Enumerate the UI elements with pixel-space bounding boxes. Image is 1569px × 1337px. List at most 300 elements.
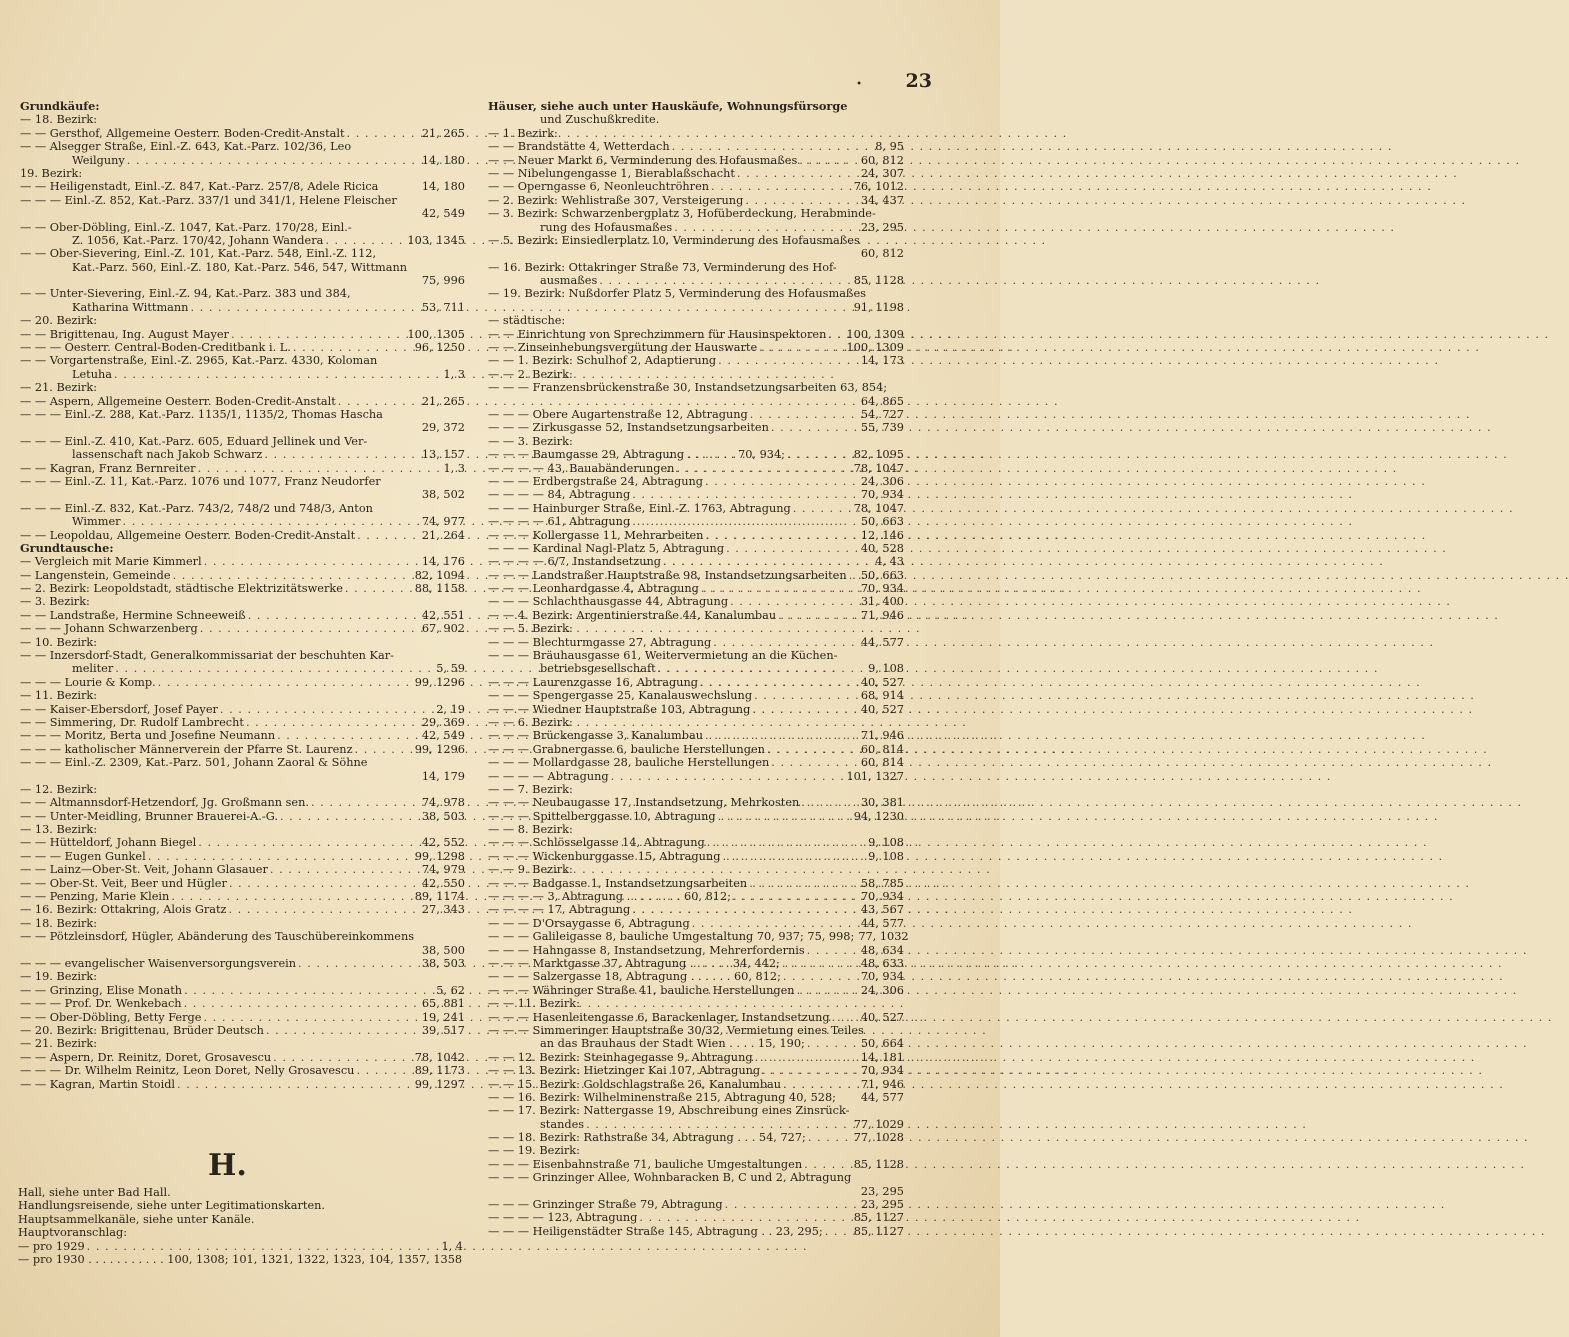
leader-dots [780,957,861,970]
index-entry [20,488,465,501]
index-entry [20,381,465,394]
page-reference: 12, 146 [860,528,904,542]
page-reference: 99, 1296 [414,675,465,689]
entry-text: — — — — 43, Bauabänderungen [488,461,675,475]
index-entry [18,1213,463,1226]
entry-text: — Vergleich mit Marie Kimmerl [20,555,202,569]
index-entry [488,1131,904,1144]
leader-dots [355,529,422,542]
page-reference: 48, 634 [860,943,904,957]
leader-dots [353,743,415,756]
leader-dots [229,328,408,341]
entry-text: — 19. Bezirk: Nußdorfer Platz 5, Verminderung des Hofausmaßes [488,287,866,301]
page-reference: 2, 19 [436,702,465,716]
index-entry [18,1253,463,1266]
index-entry [20,421,465,434]
entry-text: — — Vorgartenstraße, Einl.-Z. 2965, Kat.-Parz. 4330, Koloman [20,354,378,368]
entry-text: — — — Brückengasse 3, Kanalumbau [488,729,704,743]
index-entry [20,529,465,542]
entry-text: Katharina Wittmann [72,300,189,314]
entry-text: Letuha [72,367,113,381]
entry-text: — 21. Bezirk: [20,1037,98,1051]
leader-dots [85,1240,442,1253]
index-entry [20,502,465,515]
entry-text: — 5. Bezirk: Einsiedlerplatz 10, Verminderung des Hofausmaßes [488,233,860,247]
page-reference: 1, 4 [441,1239,463,1253]
page-reference: 75, 996 [421,274,465,288]
page-reference: 21, 265 [421,394,465,408]
page-reference: 38, 500 [421,943,465,957]
page-reference: 71, 946 [860,1077,904,1091]
leader-dots [175,1078,415,1091]
leader-dots [690,917,861,930]
index-entry [20,944,465,957]
page-reference: 4, 43 [875,555,904,569]
page-reference: 70, 934 [860,970,904,984]
index-entry [488,957,904,970]
page-reference: 5, 62 [436,983,465,997]
index-entry [488,274,904,287]
entry-text: — 21. Bezirk: [20,381,98,395]
page-reference: 85, 1127 [853,1224,904,1238]
leader-dots [121,515,422,528]
page-reference: 88, 1158 [414,582,465,596]
entry-text: — 16. Bezirk: Ottakring, Alois Gratz [20,903,227,917]
leader-dots [661,555,875,568]
entry-text: Hauptsammelkanäle, siehe unter Kanäle. [18,1212,255,1226]
entry-text: und Zuschußkredite. [540,113,660,127]
entry-text: — — — Währinger Straße 41, bauliche Herstellungen [488,983,795,997]
entry-text: rung des Hofausmaßes [540,220,673,234]
page-reference: 42, 552 [421,836,465,850]
page-reference: 78, 1047 [853,461,904,475]
index-entry [20,1011,465,1024]
entry-text: Häuser, siehe auch unter Hauskäufe, Wohnungsfürsorge [488,99,848,113]
leader-dots [720,850,868,863]
page-reference: 77, 1029 [853,1117,904,1131]
index-entry [488,488,904,501]
entry-text: Kat.-Parz. 560, Einl.-Z. 180, Kat.-Parz. 546, 547, Wittmann [72,260,408,274]
entry-text: — — 18. Bezirk: Rathstraße 34, Abtragung . . . 54, 727; [488,1131,806,1145]
entry-text: — — — — 123, Abtragung [488,1211,638,1225]
index-entry [488,421,904,434]
entry-text: — — — Franzensbrückenstraße 30, Instandsetzungsarbeiten 63, 854; [488,381,888,395]
index-entry [20,569,465,582]
leader-dots [278,810,422,823]
entry-text: — — — katholischer Männerverein der Pfarre St. Laurenz [20,742,353,756]
leader-dots [354,1064,414,1077]
index-entry [488,1051,904,1064]
leader-dots [597,274,853,287]
index-entry [488,877,904,890]
entry-text: Hall, siehe unter Bad Hall. [18,1186,171,1199]
page-reference: 43, 567 [860,903,904,917]
index-entry [488,703,904,716]
entry-text: — — — Spittelberggasse 10, Abtragung [488,809,716,823]
page-reference: 70, 934 [860,488,904,502]
index-entry [20,1051,465,1064]
index-entry [488,863,904,876]
index-entry [20,890,465,903]
leader-dots [343,582,415,595]
index-entry [20,756,465,769]
index-entry [488,622,904,635]
index-entry [488,1064,904,1077]
page-reference: 1, 3 [443,367,465,381]
page-reference: 14, 173 [860,354,904,368]
page-reference: 19, 241 [421,1010,465,1024]
entry-text: — 20. Bezirk: Brigittenau, Brüder Deutsch [20,1023,264,1037]
entry-text: — — Kaiser-Ebersdorf, Josef Payer [20,702,218,716]
leader-dots [703,475,861,488]
index-entry [20,127,465,140]
entry-text: — — Inzersdorf-Stadt, Generalkommissariat der beschuhten Kar- [20,649,394,663]
leader-dots [609,770,847,783]
entry-text: — — Leopoldau, Allgemeine Oesterr. Boden-Credit-Anstalt [20,528,356,542]
entry-text: — — Gersthof, Allgemeine Oesterr. Boden-Credit-Anstalt [20,126,345,140]
leader-dots [802,1158,854,1171]
leader-dots [323,234,407,247]
leader-dots [826,328,846,341]
entry-text: — 1. Bezirk: [488,126,558,140]
index-entry [488,970,904,983]
index-entry [488,180,904,193]
page-reference: 54, 727 [860,407,904,421]
index-entry [20,810,465,823]
entry-text: meliter [72,662,114,676]
leader-dots [750,703,861,716]
page-reference: 100, 1309 [846,341,904,355]
index-entry [488,301,904,314]
entry-text: — — — evangelischer Waisenversorgungsverein [20,957,297,970]
entry-text: — — — Grabnergasse 6, bauliche Herstellungen [488,742,765,756]
leader-dots [169,890,414,903]
left-column [20,100,465,1091]
index-entry [488,448,904,461]
index-entry [20,903,465,916]
index-entry [18,1199,463,1212]
index-entry [488,1091,904,1104]
index-entry [20,716,465,729]
index-entry [488,435,904,448]
leader-dots [336,395,422,408]
leader-dots [711,636,861,649]
index-entry [20,354,465,367]
index-entry [488,836,904,849]
entry-text: — — — Heiligenstädter Straße 145, Abtragung . . 23, 295; [488,1224,823,1238]
index-entry [20,435,465,448]
index-entry [488,154,904,167]
leader-dots [723,1198,861,1211]
entry-text: — städtische: [488,314,566,328]
entry-text: — — — — 17, Abtragung [488,903,631,917]
page-reference: 29, 372 [421,421,465,435]
page-number: 23 [905,70,932,92]
index-entry [488,1185,904,1198]
entry-text: — — Operngasse 6, Neonleuchtröhren [488,180,710,194]
entry-text: — — Nibelungengasse 1, Bierablaßschacht [488,166,735,180]
entry-text: — — — Prof. Dr. Wenkebach [20,997,182,1011]
entry-text: — — — Oesterr. Central-Boden-Creditbank i. L. [20,341,291,355]
leader-dots [146,850,415,863]
leader-dots [716,354,861,367]
index-entry [488,890,904,903]
index-entry [488,636,904,649]
index-entry [20,957,465,970]
leader-dots [244,716,422,729]
index-entry [20,234,465,247]
index-entry [488,113,904,126]
index-entry [20,997,465,1010]
leader-dots [699,582,861,595]
entry-text: — — — Einl.-Z. 11, Kat.-Parz. 1076 und 1077, Franz Neudorfer [20,474,381,488]
leader-dots [748,408,861,421]
index-entry [20,1078,465,1091]
index-entry [20,1037,465,1050]
entry-text: — — 16. Bezirk: Wilhelminenstraße 215, Abtragung 40, 528; [488,1090,836,1104]
page-reference: 64, 865 [860,394,904,408]
page-reference: 29, 369 [421,715,465,729]
page-reference: 38, 502 [421,488,465,502]
index-entry [20,595,465,608]
bottom-entries [18,1186,463,1266]
index-entry [20,850,465,863]
index-entry [488,662,904,675]
leader-dots [752,689,861,702]
entry-text: — — Hütteldorf, Johann Biegel [20,836,197,850]
leader-dots [196,462,444,475]
entry-text: — — — Zirkusgasse 52, Instandsetzungsarbeiten [488,421,769,435]
index-entry [488,716,904,729]
leader-dots [805,944,861,957]
entry-text: — — Neuer Markt 6, Verminderung des Hofausmaßes [488,153,798,167]
leader-dots [246,609,422,622]
page-reference: 99, 1297 [414,1077,465,1091]
index-entry [488,743,904,756]
page-reference: 94, 1230 [853,809,904,823]
page-reference: 9, 108 [868,662,904,676]
leader-dots [728,595,861,608]
index-entry [20,221,465,234]
entry-text: — — Kagran, Franz Bernreiter [20,461,196,475]
entry-text: — — — Blechturmgasse 27, Abtragung [488,635,712,649]
index-entry [20,542,465,555]
page-reference: 96, 1250 [414,341,465,355]
entry-text: — — Pötzleinsdorf, Hügler, Abänderung des Tauschübereinkommens [20,930,415,944]
index-entry [488,354,904,367]
entry-text: — — Penzing, Marie Klein [20,890,170,904]
page-reference: 14, 180 [421,180,465,194]
index-entry [20,783,465,796]
entry-text: Weilguny [72,153,125,167]
page-reference: 70, 934 [860,1064,904,1078]
index-entry [488,100,904,113]
index-entry [20,609,465,622]
entry-text: Grundkäufe: [20,99,100,113]
entry-text: — Langenstein, Gemeinde [20,568,171,582]
index-entry [20,287,465,300]
index-entry [488,770,904,783]
page-reference: 31, 400 [860,595,904,609]
leader-dots [805,1037,861,1050]
page-reference: 55, 739 [860,421,904,435]
page-reference: 23, 295 [860,1184,904,1198]
entry-text: Grundtausche: [20,540,114,555]
index-entry [20,274,465,287]
index-entry [488,756,904,769]
index-entry [20,703,465,716]
leader-dots [264,1024,422,1037]
entry-text: — — Zinseinhebungsvergütung der Hauswarte [488,341,758,355]
index-entry [488,207,904,220]
page-reference: 24, 307 [860,166,904,180]
index-entry [20,314,465,327]
entry-text: — — Heiligenstadt, Einl.-Z. 847, Kat.-Parz. 257/8, Adele Ricica [20,180,379,194]
leader-dots [703,529,860,542]
index-entry [20,154,465,167]
index-entry [20,729,465,742]
index-entry [488,609,904,622]
leader-dots [156,676,415,689]
index-entry [20,395,465,408]
entry-text: — 12. Bezirk: [20,782,98,796]
page-reference: 9, 108 [868,849,904,863]
page-reference: 9, 108 [868,836,904,850]
leader-dots [227,903,422,916]
index-entry [488,595,904,608]
page-reference: 14, 180 [421,153,465,167]
entry-text: — 18. Bezirk: [20,916,98,930]
entry-text: — 3. Bezirk: Schwarzenbergplatz 3, Hofüberdeckung, Herabminde- [488,207,876,221]
entry-text: — — Altmannsdorf-Hetzendorf, Jg. Großmann sen. [20,796,309,810]
leader-dots [731,890,861,903]
entry-text: — — — Simmeringer Hauptstraße 30/32, Vermietung eines Teiles [488,1023,864,1037]
entry-text: — — 13. Bezirk: Hietzinger Kai 107, Abtragung [488,1064,761,1078]
entry-text: — — 6. Bezirk: [488,715,573,729]
leader-dots [275,729,422,742]
index-entry [488,127,904,140]
entry-text: — — Grinzing, Elise Monath [20,983,183,997]
index-entry [488,1144,904,1157]
leader-dots [757,341,846,354]
index-entry [20,180,465,193]
leader-dots [630,903,861,916]
leader-dots [112,368,443,381]
index-entry [488,1078,904,1091]
leader-dots [637,1211,853,1224]
entry-text: — — — Erdbergstraße 24, Abtragung [488,474,704,488]
leader-dots [584,1118,854,1131]
index-entry [488,341,904,354]
entry-text: — — Ober-Döbling, Betty Ferge [20,1010,202,1024]
index-entry [488,1158,904,1171]
entry-text: — — — Wickenburggasse 15, Abtragung [488,849,721,863]
leader-dots [291,341,415,354]
index-entry [20,823,465,836]
index-entry [20,301,465,314]
entry-text: — — — Einl.-Z. 410, Kat.-Parz. 605, Eduard Jellinek und Ver- [20,434,368,448]
entry-text: — — — Badgasse 1, Instandsetzungsarbeiten [488,876,748,890]
index-entry [488,810,904,823]
header-mark: • [856,79,862,90]
entry-text: an das Brauhaus der Stadt Wien . . . . 15, 190; [540,1037,805,1051]
entry-text: — 2. Bezirk: Leopoldstadt, städtische Elektrizitätswerke [20,582,343,596]
entry-text: — — — Galileigasse 8, bauliche Umgestaltung 70, 937; 75, 998; [488,930,855,944]
page-reference: 58, 785 [860,876,904,890]
index-entry [20,970,465,983]
page-reference: 82, 1095 [853,448,904,462]
entry-text: — — — Salzergasse 18, Abtragung . . . . . . 60, 812; [488,970,781,984]
leader-dots [201,1011,421,1024]
index-entry [20,462,465,475]
entry-text: — — — Spengergasse 25, Kanalauswechslung [488,689,753,703]
entry-text: Wimmer [72,515,121,529]
index-entry [488,944,904,957]
leader-dots [823,1225,854,1238]
entry-text: — — — Einl.-Z. 288, Kat.-Parz. 1135/1, 1135/2, Thomas Hascha [20,407,383,421]
leader-dots [125,154,422,167]
index-entry [488,917,904,930]
index-entry [20,770,465,783]
entry-text: — — Unter-Meidling, Brunner Brauerei-A.-G. [20,809,278,823]
entry-text: — — Landstraße, Hermine Schneeweiß [20,608,246,622]
entry-text: — — — — Abtragung [488,769,609,783]
entry-text: — — — Mollardgasse 28, bauliche Herstellungen [488,756,770,770]
index-entry [20,1064,465,1077]
index-entry [18,1240,463,1253]
entry-text: — — 12. Bezirk: Steinhagegasse 9, Abtragung [488,1050,753,1064]
leader-dots [262,448,421,461]
leader-dots [847,569,861,582]
page-reference: 103, 1345 [407,233,465,247]
index-entry [20,930,465,943]
entry-text: — — 3. Bezirk: [488,434,573,448]
entry-text: — — — — 84, Abtragung [488,488,631,502]
index-entry [18,1226,463,1239]
entry-text: — — 8. Bezirk: [488,823,573,837]
leader-dots [781,1078,861,1091]
entry-text: — — — Obere Augartenstraße 12, Abtragung [488,407,748,421]
page-reference: 30, 381 [860,796,904,810]
entry-text: — — — Kardinal Nagl-Platz 5, Abtragung [488,541,725,555]
index-entry [20,1024,465,1037]
index-entry [20,622,465,635]
index-entry [488,1198,904,1211]
leader-dots [724,542,861,555]
leader-dots [698,676,861,689]
entry-text: — 13. Bezirk: [20,823,98,837]
entry-text: — — — — 61, Abtragung [488,515,631,529]
index-entry [20,448,465,461]
page-reference: 8, 95 [875,140,904,154]
page-reference: 23, 295 [860,1198,904,1212]
page-reference: 44, 577 [860,916,904,930]
index-entry [20,689,465,702]
page-reference: 14, 179 [421,769,465,783]
page-reference: 78, 1047 [853,501,904,515]
index-entry [488,582,904,595]
page-reference: 85, 1128 [853,274,904,288]
leader-dots [760,1064,861,1077]
leader-dots [113,662,436,675]
leader-dots [791,502,854,515]
leader-dots [830,1011,861,1024]
entry-text: — 10. Bezirk: [20,635,98,649]
leader-dots [799,796,861,809]
index-entry [488,676,904,689]
index-entry [488,903,904,916]
entry-text: — — — Einl.-Z. 2309, Kat.-Parz. 501, Johann Zaoral & Söhne [20,756,368,770]
